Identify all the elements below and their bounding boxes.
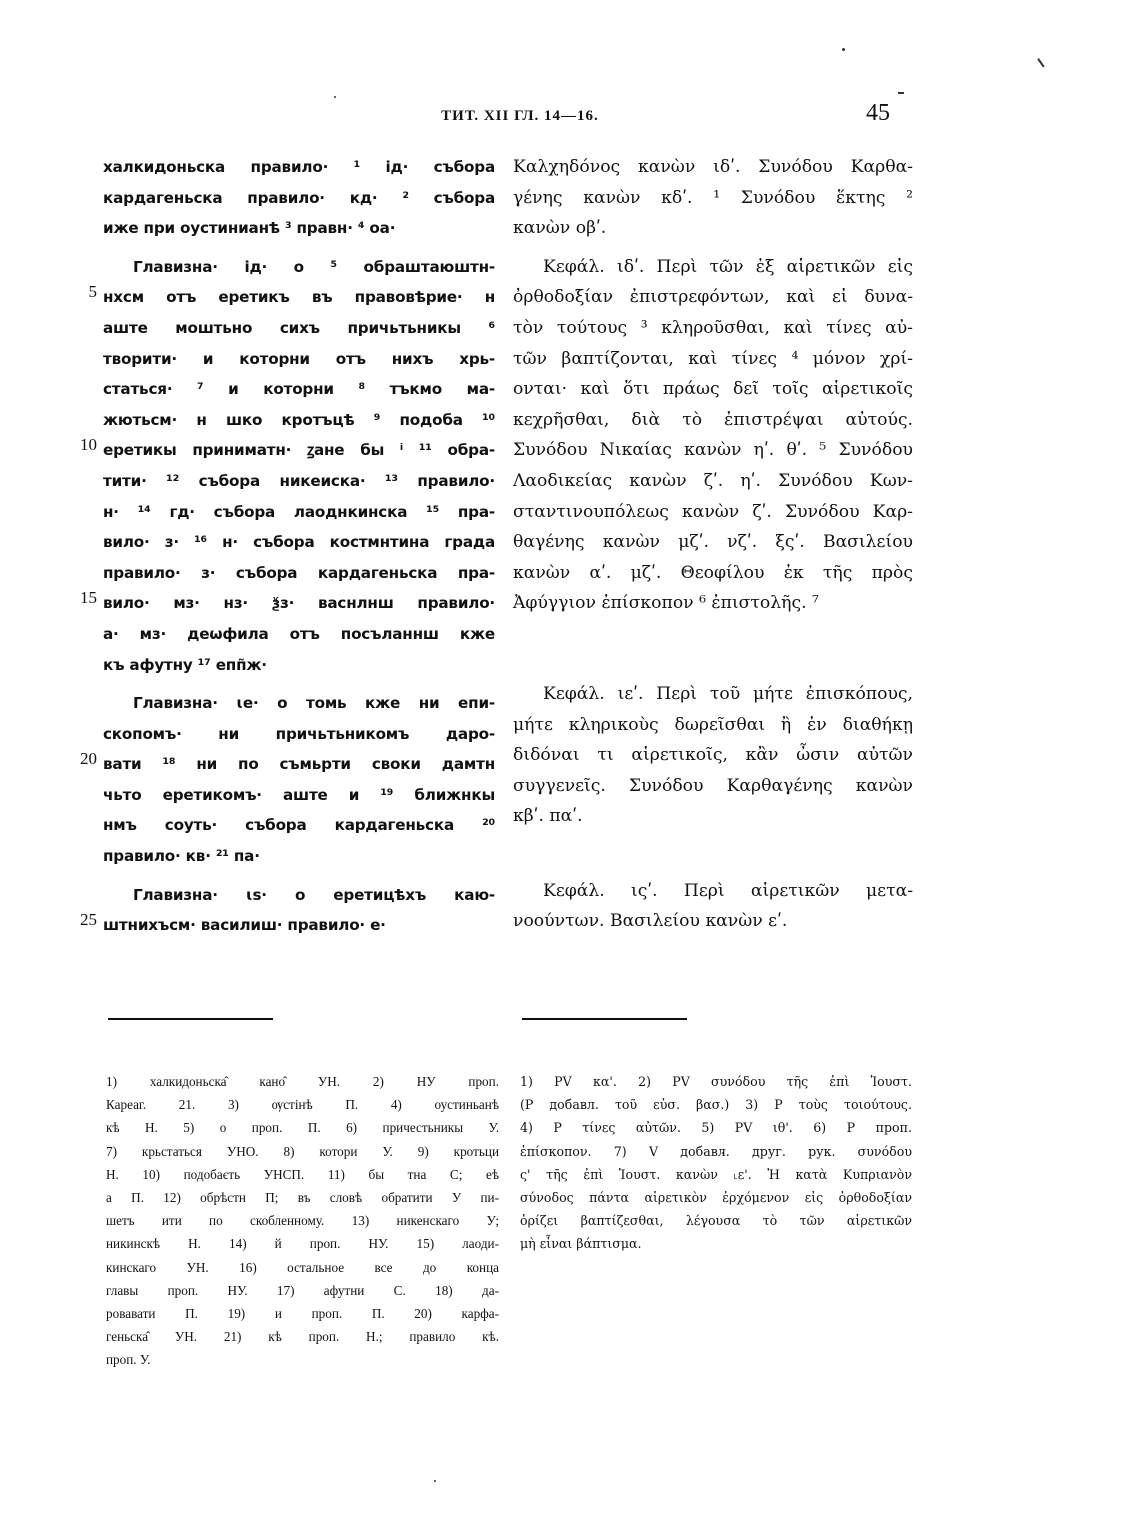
- footnote-line: σύνοδος πάντα αἱρετικὸν ἐρχόμενον εἰς ὀρθοδοξίαν: [520, 1190, 912, 1206]
- line-text: σταντινουπόλεως κανὼν ζʹ. Συνόδου Καρ-: [513, 501, 913, 522]
- line-text: διδόναι τι αἱρετικοῖς, κἂν ὦσιν αὐτῶν: [513, 745, 913, 766]
- chapter-heading: [103, 252, 495, 283]
- line-number: 25: [80, 910, 97, 930]
- text-line: [513, 588, 913, 619]
- text-line: [513, 527, 913, 558]
- line-text: правило· кв· ²¹ па·: [103, 847, 260, 866]
- text-line: [513, 497, 913, 528]
- slavonic-column: [80, 152, 495, 941]
- footnote-line: 7) крьстаться УНО. 8) котори У. 9) кротьци: [106, 1143, 499, 1159]
- text-line: [103, 344, 495, 375]
- line-text: къ афутну ¹⁷ епп̃ж·: [103, 655, 267, 674]
- line-number: 15: [80, 588, 97, 608]
- text-line: [80, 749, 495, 780]
- chapter-heading: [513, 876, 913, 907]
- text-line: [513, 906, 913, 937]
- footnote-line: ровавати П. 19) и проп. П. 20) карфа-: [106, 1306, 499, 1322]
- line-text: аште моштьно сихъ причьтьникы ⁶: [103, 318, 495, 337]
- line-text: нхсм отъ еретикъ въ правовѣрие· н: [103, 288, 495, 307]
- text-line: [513, 344, 913, 375]
- footnote-line: ὁρίζει βαπτίζεσθαι, λέγουσα τὸ τῶν αἱρετικῶν: [520, 1213, 912, 1229]
- text-line: [513, 152, 913, 183]
- scan-speck: [434, 1480, 436, 1482]
- text-line: [103, 497, 495, 528]
- line-text: Главизна· ꙇѕ· о еретицѣхъ каю-: [133, 885, 495, 904]
- line-text: Главизна· ꙇе· о томь кже ни епи-: [133, 694, 495, 713]
- text-line: [103, 780, 495, 811]
- text-line: [103, 313, 495, 344]
- footnote-line: кѣ Н. 5) о проп. П. 6) причестьникы У.: [106, 1120, 499, 1136]
- line-text: вати ¹⁸ ни по съмьрти своки дамтн: [103, 755, 495, 774]
- line-text: ὀρθοδοξίαν ἐπιστρεφόντων, καὶ εἰ δυνα-: [513, 287, 913, 308]
- text-line: [513, 740, 913, 771]
- line-text: вило· мз· нз· ѯз· васнлнш правило·: [103, 594, 495, 613]
- line-text: н· ¹⁴ гд· събора лаоднкинска ¹⁵ пра-: [103, 502, 495, 521]
- line-text: ονται· καὶ ὅτι πράως δεῖ τοῖς αἱρετικοῖς: [513, 379, 913, 400]
- text-line: [103, 527, 495, 558]
- footnote-line: ς' τῆς ἐπὶ Ἰουστ. κανὼν ˪ε'. Ἡ κατὰ Κυπριανὸν: [520, 1166, 912, 1182]
- text-line: [513, 801, 913, 832]
- text-line: [103, 213, 495, 244]
- text-line: [513, 282, 913, 313]
- line-number: 5: [88, 282, 97, 302]
- chapter-heading: [513, 679, 913, 710]
- footnote-rule: [522, 1018, 687, 1020]
- line-text: жютьсм· н шко кротъцѣ ⁹ подоба ¹⁰: [103, 410, 495, 429]
- footnote-line: Н. 10) подобаєть УНСП. 11) бы тна С; еѣ: [106, 1166, 499, 1182]
- line-text: συγγενεῖς. Συνόδου Καρθαγένης κανὼν: [513, 775, 913, 796]
- line-text: Κεφάλ. ιςʹ. Περὶ αἱρετικῶν μετα-: [543, 880, 913, 901]
- text-line: [80, 910, 495, 941]
- line-number: 10: [80, 435, 97, 455]
- footnote-line: главы проп. НУ. 17) афутни С. 18) да-: [106, 1282, 499, 1298]
- line-text: κβʹ. παʹ.: [513, 806, 583, 827]
- line-text: халкидоньска правило· ¹ ід· събора: [103, 158, 495, 176]
- text-line: [103, 152, 495, 183]
- line-text: иже при оустинианѣ ³ правн· ⁴ оа·: [103, 219, 396, 238]
- chapter-heading: [103, 880, 495, 911]
- footnote-line: а П. 12) обрѣстн П; въ словѣ обратити У пи-: [106, 1190, 499, 1206]
- text-line: [513, 710, 913, 741]
- line-text: Λαοδικείας κανὼν ζʹ. ηʹ. Συνόδου Κων-: [513, 470, 913, 491]
- text-line: [513, 771, 913, 802]
- text-line: [103, 183, 495, 214]
- footnote-line: геньска̂ УН. 21) кѣ проп. Н.; правило кѣ.: [106, 1329, 499, 1345]
- line-text: Κεφάλ. ιδʹ. Περὶ τῶν ἐξ αἱρετικῶν εἰς: [543, 256, 913, 277]
- scan-speck: [898, 92, 904, 94]
- text-line: [103, 405, 495, 436]
- line-text: штнихъсм· василиш· правило· е·: [103, 916, 386, 935]
- text-line: [80, 588, 495, 619]
- line-text: Главизна· ід· о ⁵ обраштаюштн-: [133, 257, 495, 276]
- footnote-line: шетъ ити по скобленному. 13) никенскаго У;: [106, 1213, 499, 1229]
- line-text: Συνόδου Νικαίας κανὼν ηʹ. θʹ. ⁵ Συνόδου: [513, 440, 913, 461]
- text-line: [513, 558, 913, 589]
- line-text: правило· з· събора кардагеньска пра-: [103, 563, 495, 582]
- chapter-heading: [103, 688, 495, 719]
- line-text: γένης κανὼν κδʹ. ¹ Συνόδου ἕκτης ²: [513, 187, 913, 208]
- line-text: κανὼν οβʹ.: [513, 218, 607, 239]
- text-line: [513, 183, 913, 214]
- footnote-line: никинскѣ Н. 14) й проп. НУ. 15) лаоди-: [106, 1236, 499, 1252]
- line-text: кардагеньска правило· кд· ² събора: [103, 188, 495, 207]
- footnote-line: ἐπίσκοπον. 7) V добавл. друг. рук. συνόδου: [520, 1143, 912, 1159]
- line-text: Καλχηδόνος κανὼν ιδʹ. Συνόδου Καρθα-: [513, 157, 913, 177]
- greek-column: [513, 152, 913, 937]
- scan-speck: [1037, 58, 1044, 67]
- line-text: статься· ⁷ и которни ⁸ тъкмо ма-: [103, 380, 495, 399]
- footnote-line: 4) Р τίνες αὐτῶν. 5) PV ιθ'. 6) Р проп.: [520, 1120, 912, 1136]
- text-line: [513, 213, 913, 244]
- line-text: κανὼν αʹ. μζʹ. Θεοφίλου ἐκ τῆς πρὸς: [513, 562, 913, 583]
- footnote-line: μὴ εἶναι βάπτισμα.: [520, 1236, 642, 1252]
- line-text: μήτε κληρικοὺς δωρεῖσθαι ἢ ἐν διαθήκῃ: [513, 714, 913, 735]
- text-line: [513, 435, 913, 466]
- text-line: [513, 374, 913, 405]
- footnote-line: 1) PV κα'. 2) PV συνόδου τῆς ἐπὶ Ἰουστ.: [520, 1074, 912, 1089]
- line-text: скопомъ· ни причьтьникомъ даро-: [103, 724, 495, 743]
- text-line: [103, 810, 495, 841]
- text-line: [103, 466, 495, 497]
- footnote-line: проп. У.: [106, 1352, 151, 1368]
- footnote-line: 1) халкидоньска̂ кано̂ УН. 2) НУ проп.: [106, 1074, 499, 1089]
- text-line: [103, 374, 495, 405]
- scan-speck: [334, 96, 336, 98]
- text-line: [103, 841, 495, 872]
- text-line: [513, 405, 913, 436]
- line-text: нмъ соуть· събора кардагеньска ²⁰: [103, 816, 495, 835]
- line-number: 20: [80, 749, 97, 769]
- footnote-line: Кареаг. 21. 3) ѹстінѣ П. 4) оустиньанѣ: [106, 1097, 499, 1113]
- text-line: [513, 466, 913, 497]
- text-line: [513, 313, 913, 344]
- text-line: [103, 619, 495, 650]
- line-text: а· мз· деѡфила отъ посъланнш кже: [103, 624, 495, 643]
- text-line: [80, 435, 495, 466]
- footnotes-greek: [520, 1070, 912, 1256]
- line-text: τὸν τούτους ³ κληροῦσθαι, καὶ τίνες αὐ-: [513, 317, 913, 338]
- line-text: Ἀφύγγιον ἐπίσκοπον ⁶ ἐπιστολῆς. ⁷: [513, 593, 819, 614]
- line-text: вило· з· ¹⁶ н· събора костмнтина града: [103, 533, 495, 552]
- page-number: 45: [866, 100, 890, 126]
- line-text: чьто еретикомъ· аште и ¹⁹ ближнкы: [103, 785, 495, 804]
- text-line: [103, 719, 495, 750]
- footnote-line: кинскаго УН. 16) остальное все до конца: [106, 1259, 499, 1275]
- chapter-heading: [513, 252, 913, 283]
- text-line: [103, 558, 495, 589]
- line-text: θαγένης κανὼν μζʹ. νζʹ. ξςʹ. Βασιλείου: [513, 532, 913, 553]
- running-title: ТИТ. XII ГЛ. 14—16.: [441, 108, 599, 124]
- line-text: νοούντων. Βασιλείου κανὼν εʹ.: [513, 911, 788, 932]
- line-text: κεχρῆσθαι, διὰ τὸ ἐπιστρέψαι αὐτούς.: [513, 409, 913, 430]
- scan-speck: [842, 48, 845, 51]
- line-text: Κεφάλ. ιεʹ. Περὶ τοῦ μήτε ἐπισκόπους,: [543, 683, 913, 704]
- text-line: [103, 650, 495, 681]
- line-text: τῶν βαπτίζονται, καὶ τίνες ⁴ μόνον χρί-: [513, 348, 913, 369]
- text-line: [88, 282, 495, 313]
- footnotes-slavonic: [106, 1070, 499, 1372]
- footnote-rule: [108, 1018, 273, 1020]
- footnote-line: (Р добавл. τοῦ εὐσ. βασ.) 3) Р τοὺς τοιούτους.: [520, 1097, 912, 1113]
- line-text: тити· ¹² събора никеиска· ¹³ правило·: [103, 471, 495, 490]
- line-text: еретикы приниматн· ꙁане бы ⁱ ¹¹ обра-: [103, 441, 495, 460]
- line-text: творити· и которни отъ нихъ хрь-: [103, 349, 495, 368]
